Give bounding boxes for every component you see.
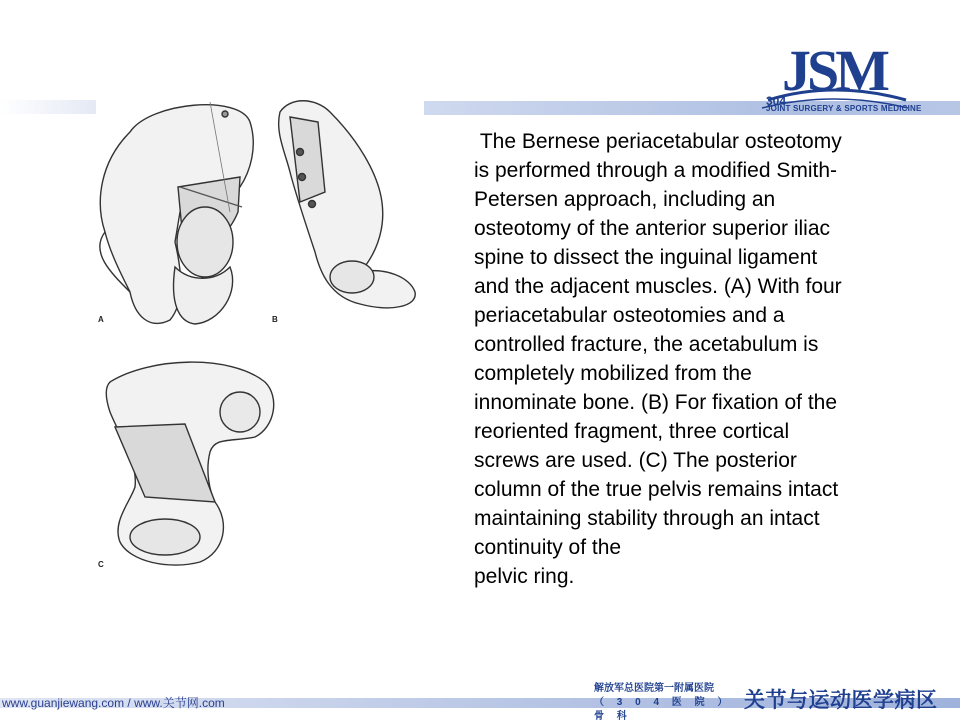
figure-label-c: C xyxy=(98,560,104,569)
figure-label-a: A xyxy=(98,315,104,324)
footer-website: www.guanjiewang.com / www.关节网.com xyxy=(2,696,225,710)
footer-department-title: 关节与运动医学病区 xyxy=(744,689,938,712)
pelvis-drawing-a xyxy=(100,102,254,324)
hospital-name: 解放军总医院第一附属医院 xyxy=(594,683,714,694)
figure-label-b: B xyxy=(272,315,278,324)
logo-number: 304 xyxy=(766,94,787,108)
footer-hospital xyxy=(594,682,736,724)
pelvis-osteotomy-illustration xyxy=(90,92,435,582)
header-band-left xyxy=(0,100,96,114)
logo-subtitle: JOINT SURGERY & SPORTS MEDICINE xyxy=(766,104,922,113)
pelvis-drawing-b xyxy=(279,101,416,308)
logo-mark: JSM xyxy=(782,40,886,103)
pelvis-drawing-c xyxy=(106,362,273,565)
hospital-department: （ 3 0 4 医 院 ）骨 科 xyxy=(594,697,733,722)
osteotomy-description: The Bernese periacetabular osteotomy is performed through a modified Smith- Petersen approach, including an osteotomy of the anterior superior iliac spine to dissect the inguinal ligament and the adjacent muscles. (A) With four periacetabular osteotomies and a controlled fracture, the acetabulum is completely mobilized from the innominate bone. (B) For fixation of the reoriented fragment, three cortical screws are used. (C) The posterior column of the true pelvis remains intact maintaining stability through an intact continuity of the pelvic ring. xyxy=(474,130,842,588)
